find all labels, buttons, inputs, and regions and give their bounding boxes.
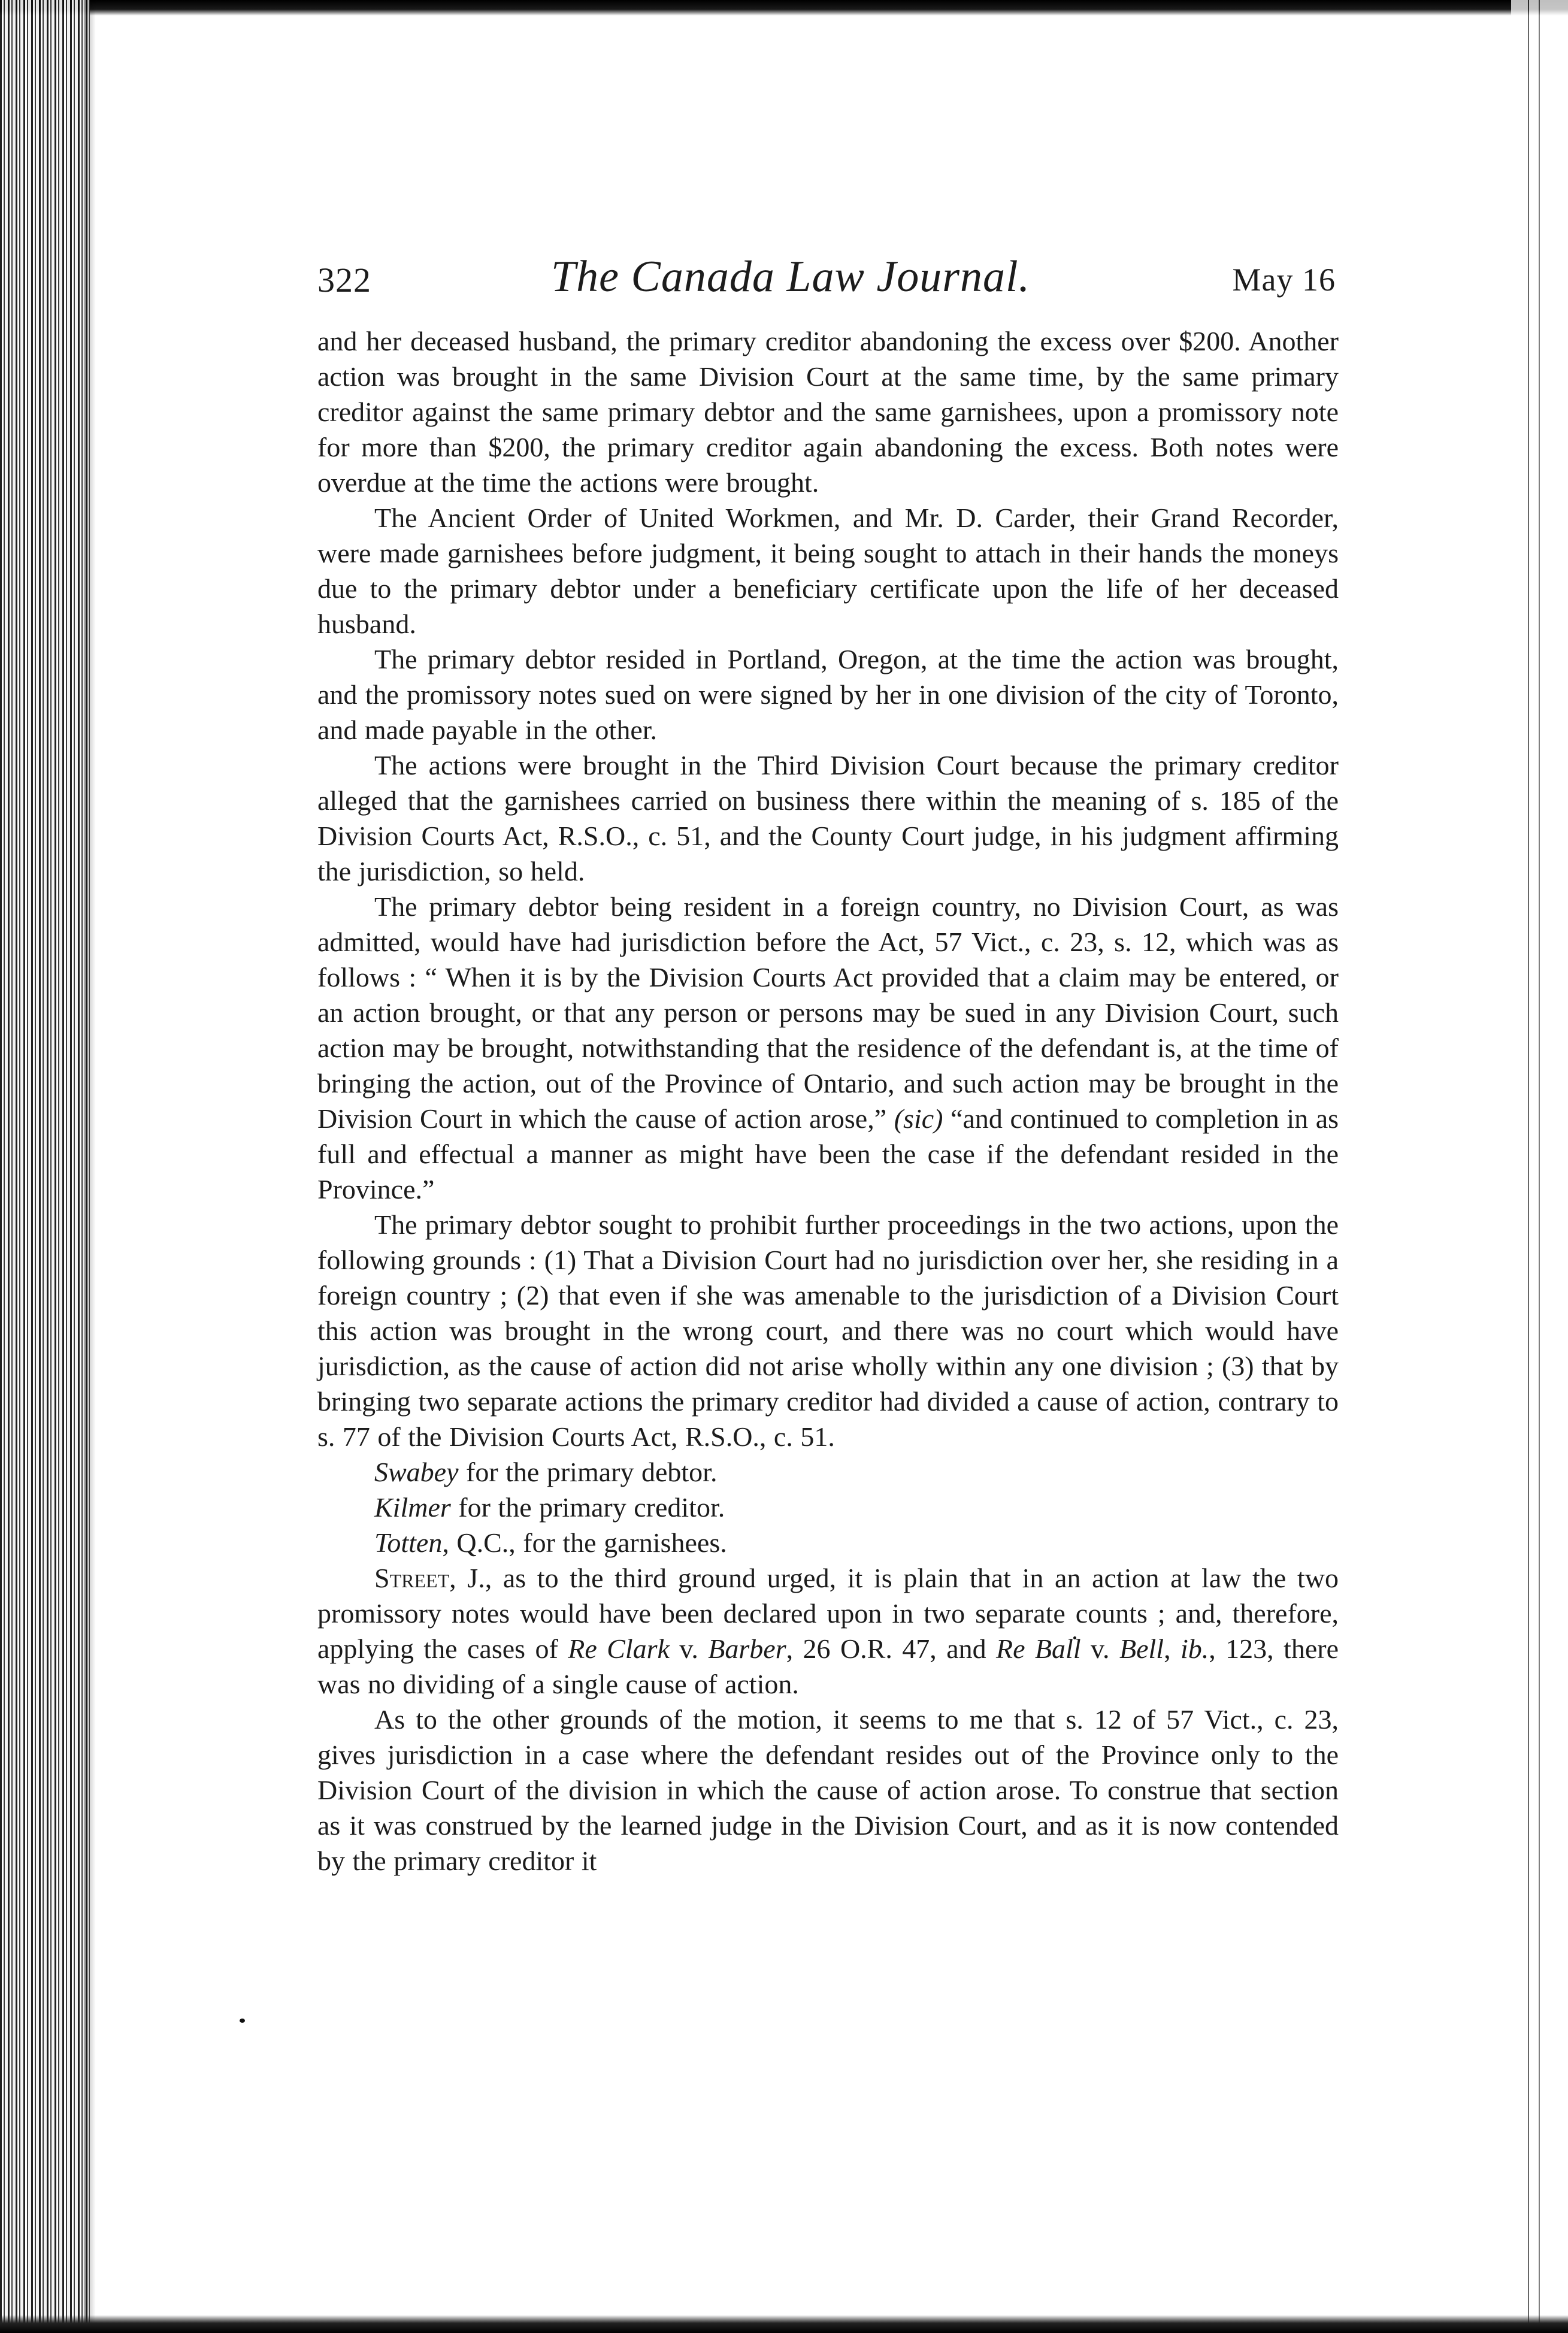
judge-name: Street bbox=[374, 1563, 450, 1593]
case-name: Re Clark bbox=[568, 1633, 670, 1664]
scan-right-edge bbox=[1511, 0, 1568, 2333]
article-body bbox=[317, 323, 1339, 1878]
judgment-text: , 26 O.R. 47, and bbox=[786, 1633, 997, 1664]
page-number: 322 bbox=[317, 261, 371, 299]
case-name: Barber bbox=[708, 1633, 786, 1664]
counsel-role: for the primary debtor. bbox=[458, 1457, 718, 1487]
scan-bottom-edge bbox=[0, 2315, 1568, 2333]
scan-book-spine-edge bbox=[0, 0, 90, 2333]
paragraph-third-division-court: The actions were brought in the Third Division Court because the primary creditor alleged that the garnishees carried on business there within the meaning of s. 185 of the Division Courts Act, R.S.O., c. 51, and the County Court judge, in his judgment affirming the jurisdiction, so held. bbox=[317, 750, 1339, 886]
scan-speck bbox=[240, 2019, 245, 2023]
issue-date: May 16 bbox=[1232, 262, 1336, 298]
paragraph-other-grounds: As to the other grounds of the motion, it seems to me that s. 12 of 57 Vict., c. 23, gives jurisdiction in a case where the defendant resides out of the Province only to the Division Court of the division in which the cause of action arose. To construe that section as it was construed by the learned judge in the Division Court, and as it is now contended by the primary creditor it bbox=[317, 1704, 1339, 1876]
paragraph-judgment-street bbox=[317, 1560, 1339, 1702]
judgment-text: v. bbox=[669, 1633, 709, 1664]
paragraph-garnishees: The Ancient Order of United Workmen, and Mr. D. Carder, their Grand Recorder, were made garnishees before judgment, it being sought to attach in their hands the moneys due to the primary debtor under a beneficiary certificate upon the life of her deceased husband. bbox=[317, 503, 1339, 639]
case-name: Bell bbox=[1119, 1633, 1164, 1664]
journal-title: The Canada Law Journal. bbox=[551, 252, 1031, 301]
counsel-line-creditor bbox=[317, 1490, 1339, 1525]
sic-marker: (sic) bbox=[894, 1103, 943, 1134]
paragraph-grounds: The primary debtor sought to prohibit further proceedings in the two actions, upon the following grounds : (1) That a Division Court had no jurisdiction over her, she residing in a foreign country ; (2) that even if she was amenable to the jurisdiction of a Division Court this action was brought in the wrong court, and there was no court which would have jurisdiction, as the cause of action did not arise wholly within any one division ; (3) that by bringing two separate actions the primary creditor had divided a cause of action, contrary to s. 77 of the Division Courts Act, R.S.O., c. 51. bbox=[317, 1209, 1339, 1452]
counsel-role: for the primary creditor. bbox=[450, 1492, 725, 1523]
case-name: Re Ball bbox=[996, 1633, 1081, 1664]
counsel-role: , Q.C., for the garnishees. bbox=[442, 1527, 727, 1558]
judgment-text: v. bbox=[1080, 1633, 1119, 1664]
counsel-name: Swabey bbox=[374, 1457, 459, 1487]
statute-quote-part-b: “and continued to completion in as full and effectual a manner as might have been the case if the defendant resided in the Province.” bbox=[317, 1103, 1339, 1205]
counsel-line-garnishees bbox=[317, 1525, 1339, 1560]
counsel-name: Kilmer bbox=[374, 1492, 451, 1523]
judgment-text: , bbox=[1164, 1633, 1180, 1664]
ibid-reference: ib. bbox=[1180, 1633, 1209, 1664]
running-head bbox=[317, 252, 1336, 308]
scan-top-edge bbox=[0, 0, 1568, 16]
judgment-text: , 123, there was no dividing of a single cause of action. bbox=[317, 1633, 1339, 1699]
counsel-name: Totten bbox=[374, 1527, 443, 1558]
judgment-text: , J., as to the third ground urged, it is plain that in an action at law the two promissory notes would have been declared upon in two separate counts ; and, therefore, applying the cases of bbox=[317, 1563, 1339, 1664]
paragraph-residence: The primary debtor resided in Portland, Oregon, at the time the action was brought, and the promissory notes sued on were signed by her in one division of the city of Toronto, and made payable in the other. bbox=[317, 644, 1339, 745]
counsel-line-debtor bbox=[317, 1454, 1339, 1490]
statute-quote-part-a: The primary debtor being resident in a foreign country, no Division Court, as was admitted, would have had jurisdiction before the Act, 57 Vict., c. 23, s. 12, which was as follows : “ When it is by the Division Courts Act provided that a claim may be entered, or an action brought, or that any person or persons may be sued in any Division Court, such action may be brought, notwithstanding that the residence of the defendant is, at the time of bringing the action, out of the Province of Ontario, and such action may be brought in the Division Court in which the cause of action arose,” bbox=[317, 891, 1339, 1134]
paragraph-statute-quote bbox=[317, 889, 1339, 1207]
paragraph-continuation: and her deceased husband, the primary creditor abandoning the excess over $200. Another action was brought in the same Division Court at the same time, by the same primary creditor against the same primary debtor and the same garnishees, upon a promissory note for more than $200, the primary creditor again abandoning the excess. Both notes were overdue at the time the actions were brought. bbox=[317, 326, 1339, 498]
